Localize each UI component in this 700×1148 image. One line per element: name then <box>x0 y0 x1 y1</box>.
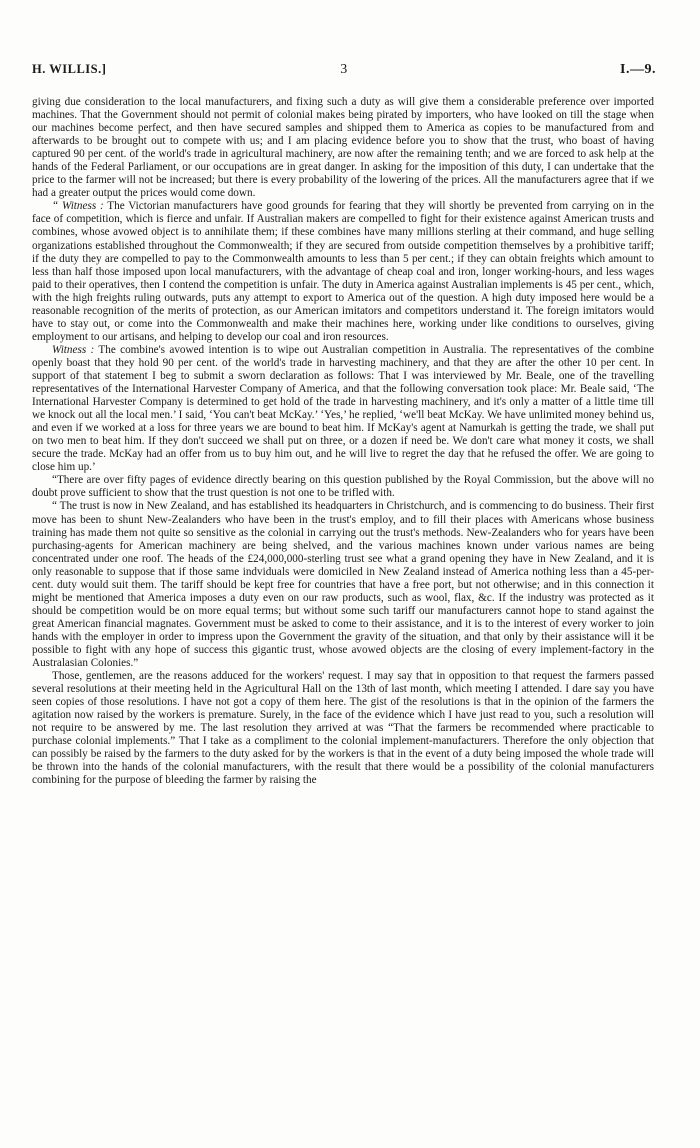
body-text <box>32 96 654 787</box>
paragraph: “ Witness : The Victorian manufacturers have good grounds for fearing that they will shortly be prevented from carrying on in the face of competition, which is fierce and unfair. If Australian makers are compelled to fight for their existence against American trusts and combines, whose avowed object is to annihilate them; if these combines have many millions sterling at their command, and huge selling organizations established throughout the Commonwealth; if they are secured from outside competition themselves by a prohibitive tariff; if the duty they are compelled to pay to the Commonwealth amounts to less than 5 per cent.; if they can obtain freights which amount to less than half those imposed upon local manufacturers, with the advantage of cheap coal and iron, longer working-hours, and less wages paid to their operatives, then I contend the competition is unfair. The duty in America against Australian implements is 45 per cent., which, with the high freights ruling outwards, puts any attempt to export to America out of the question. A high duty imposed here would be a reasonable recognition of the merits of protection, as our American imitators and competitors understand it. The foreign imitators would have to stay out, or come into the Commonwealth and make their machines here, working under like conditions to ourselves, giving employment to our artisans, and helping to develop our coal and iron resources. <box>32 200 654 343</box>
page-number: 3 <box>340 62 348 77</box>
paragraph: Those, gentlemen, are the reasons adduced for the workers' request. I may say that in opposition to that request the farmers passed several resolutions at their meeting held in the Agricultural Hall on the 13th of last month, which meeting I attended. I dare say you have seen copies of those resolutions. I have not got a copy of them here. The gist of the resolutions is that in the opinion of the farmers the agitation now raised by the workers is premature. Surely, in the face of the evidence which I have just read to you, such a resolution will not require to be answered by me. The last resolution they arrived at was “That the farmers be recommended where practicable to purchase colonial implements.” That I take as a compliment to the colonial implement-manufacturers. Therefore the only objection that can possibly be raised by the farmers to the duty asked for by the workers is that in the event of a duty being imposed the whole trade will be thrown into the hands of the colonial manufacturers, with the result that there would be a possibility of the colonial manufacturers combining for the purpose of bleeding the farmer by raising the <box>32 670 654 787</box>
witness-label: Witness : <box>52 343 95 356</box>
paragraph: “There are over fifty pages of evidence directly bearing on this question published by the Royal Commission, but the above will no doubt prove sufficient to show that the trust question is not one to be trifled with. <box>32 474 654 500</box>
paragraph: giving due consideration to the local manufacturers, and fixing such a duty as will give them a considerable preference over imported machines. That the Government should not permit of colonial makes being pirated by importers, who have looked on till the stage when our machines become perfect, and then have secured samples and shipped them to America as copies to be manufactured from and afterwards to be brought out to compete with us; and I am placing evidence before you to show that the trust, who boast of having captured 90 per cent. of the world's trade in agricultural machinery, are now after the remaining tenth; and we are forced to ask help at the hands of the Federal Parliament, or our occupations are in great danger. In asking for the imposition of this duty, I can undertake that the price to the farmer will not be increased; but there is every probability of the lowering of the prices. All the manufacturers agree that if we had a greater output the prices would come down. <box>32 96 654 200</box>
paragraph: Witness : The combine's avowed intention is to wipe out Australian competition in Australia. The representatives of the combine openly boast that they hold 90 per cent. of the world's trade in harvesting machinery, and that they are after the other 10 per cent. In support of that statement I beg to submit a sworn declaration as follows: That I was interviewed by Mr. Beale, one of the travelling representatives of the International Harvester Company of America, and that the following conversation took place: Mr. Beale said, ‘The International Harvester Company is determined to get hold of the trade in harvesting machinery, and it's only a matter of a little time till we knock out all the local men.’ I said, ‘You can't beat McKay.’ ‘Yes,’ he replied, ‘we'll beat McKay. We have unlimited money behind us, and even if we worked at a loss for three years we are bound to beat him. If McKay's agent at Namurkah is getting the trade, we shall put on two men to beat him. If they don't succeed we shall put on three, or a dozen if need be. We don't care what money it costs, we shall secure the trade. McKay had an offer from us to buy him out, and he will live to regret the day that he refused the offer. We are going to close him up.’ <box>32 343 654 474</box>
document-reference: I.—9. <box>620 62 656 77</box>
page-header <box>32 62 656 80</box>
witness-label: “ Witness : <box>52 200 104 213</box>
header-author: H. WILLIS.] <box>32 62 107 76</box>
paragraph: “ The trust is now in New Zealand, and has established its headquarters in Christchurch, and is commencing to do business. Their first move has been to shunt New-Zealanders who have been in the trust's employ, and to fill their places with Americans whose business training has made them not quite so sensitive as the colonial in carrying out the trust's methods. New-Zealanders who for years have been purchasing-agents for American machinery are being shelved, and the various machines known under various names are being concentrated under one roof. The heads of the £24,000,000-sterling trust see what a grand opening they have in New Zealand, and it is only reasonable to suppose that if those same indviduals were domiciled in New Zealand instead of America nothing less than a 45-per-cent. duty would suit them. The tariff should be kept free for countries that have a free port, but not otherwise; and in this connection it might be mentioned that America imposes a duty even on our raw products, such as wool, flax, &c. If the industry was protected as it should be competition would be on more equal terms; but without some such tariff our manufacturers cannot hope to stand against the great American financial magnates. Government must be asked to come to their assistance, and it is to the interest of every worker to join hands with the employer in order to impress upon the Government the gravity of the situation, and that only by their assistance will it be possible to fight with any hope of success this gigantic trust, whose avowed objects are the closing of every implement-factory in the Australasian Colonies.” <box>32 500 654 670</box>
